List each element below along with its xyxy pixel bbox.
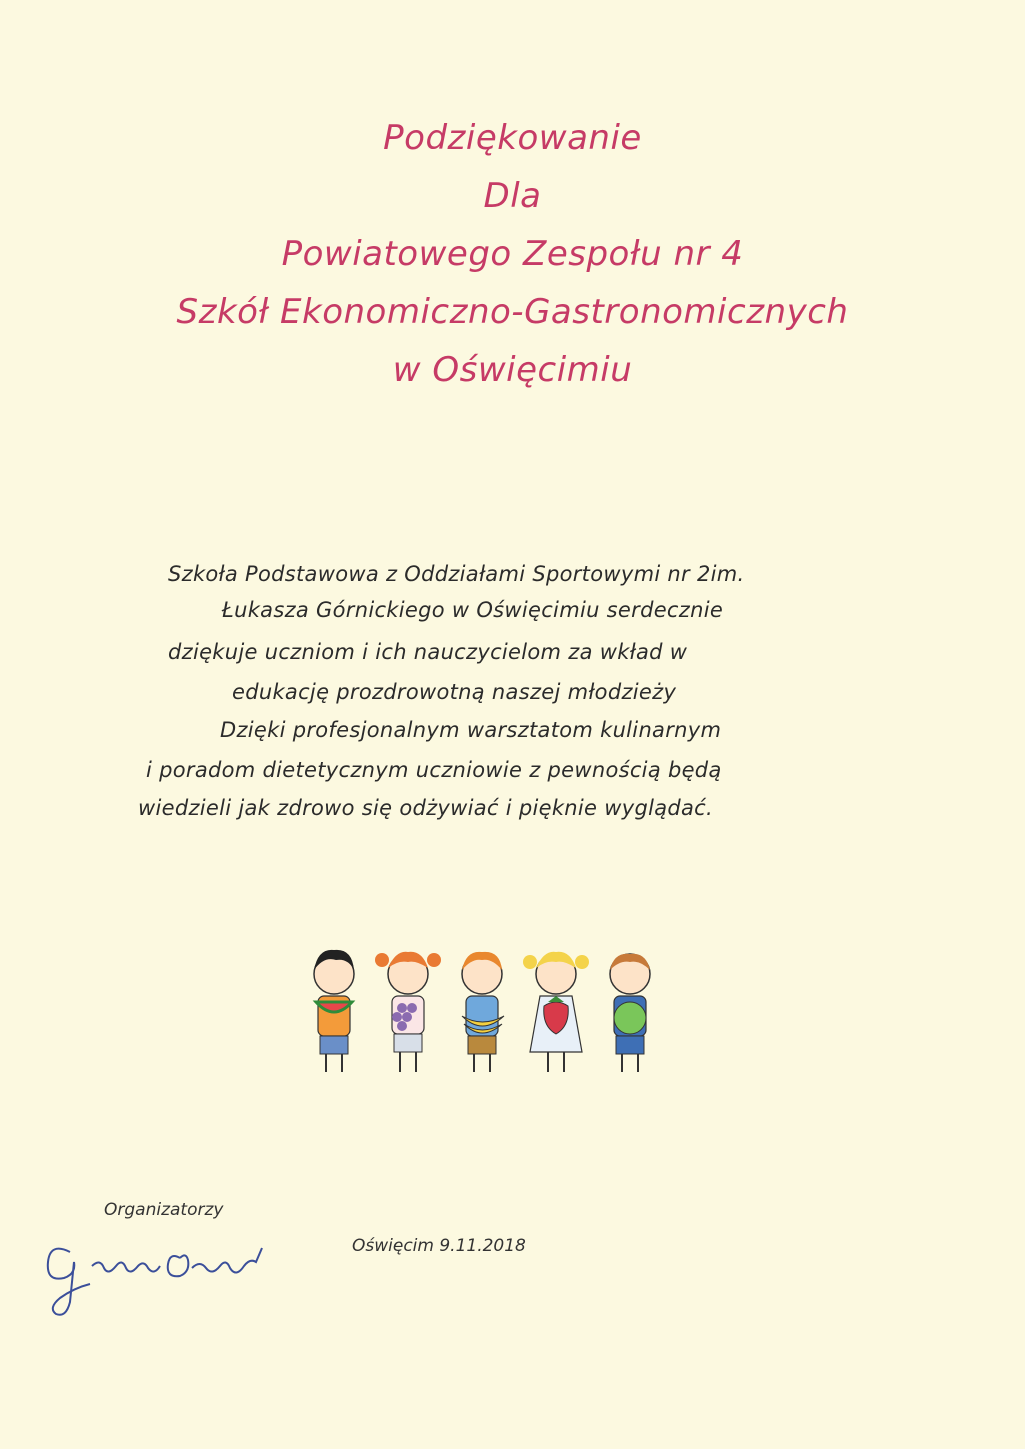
organizers-label: Organizatorzy <box>104 1200 224 1220</box>
title-line-5: w Oświęcimiu <box>392 350 633 390</box>
child-3-bananas <box>462 952 504 1072</box>
child-4-strawberry <box>523 952 589 1072</box>
title-line-4: Szkół Ekonomiczno-Gastronomicznych <box>176 292 849 332</box>
child-1-watermelon <box>314 950 354 1072</box>
body-line: dziękuje uczniom i ich nauczycielom za wkład w <box>168 640 688 664</box>
body-line: i poradom dietetycznym uczniowie z pewnością będą <box>146 758 722 782</box>
title-line-1: Podziękowanie <box>383 118 642 158</box>
title-line-2: Dla <box>483 176 542 216</box>
body-line: Szkoła Podstawowa z Oddziałami Sportowymi nr 2im. <box>168 562 745 586</box>
children-with-fruits-icon <box>296 940 676 1090</box>
child-2-grapes <box>375 952 441 1072</box>
signature-icon <box>30 1222 280 1322</box>
title-line-3: Powiatowego Zespołu nr 4 <box>281 234 744 274</box>
body-line: edukację prozdrowotną naszej młodzieży <box>232 680 677 704</box>
body-line: Dzięki profesjonalnym warsztatom kulinarnym <box>220 718 722 742</box>
child-5-apple <box>610 954 650 1072</box>
body-line: Łukasza Górnickiego w Oświęcimiu serdecznie <box>222 598 724 622</box>
place-date: Oświęcim 9.11.2018 <box>352 1236 526 1256</box>
body-line: wiedzieli jak zdrowo się odżywiać i pięknie wyglądać. <box>138 796 714 820</box>
